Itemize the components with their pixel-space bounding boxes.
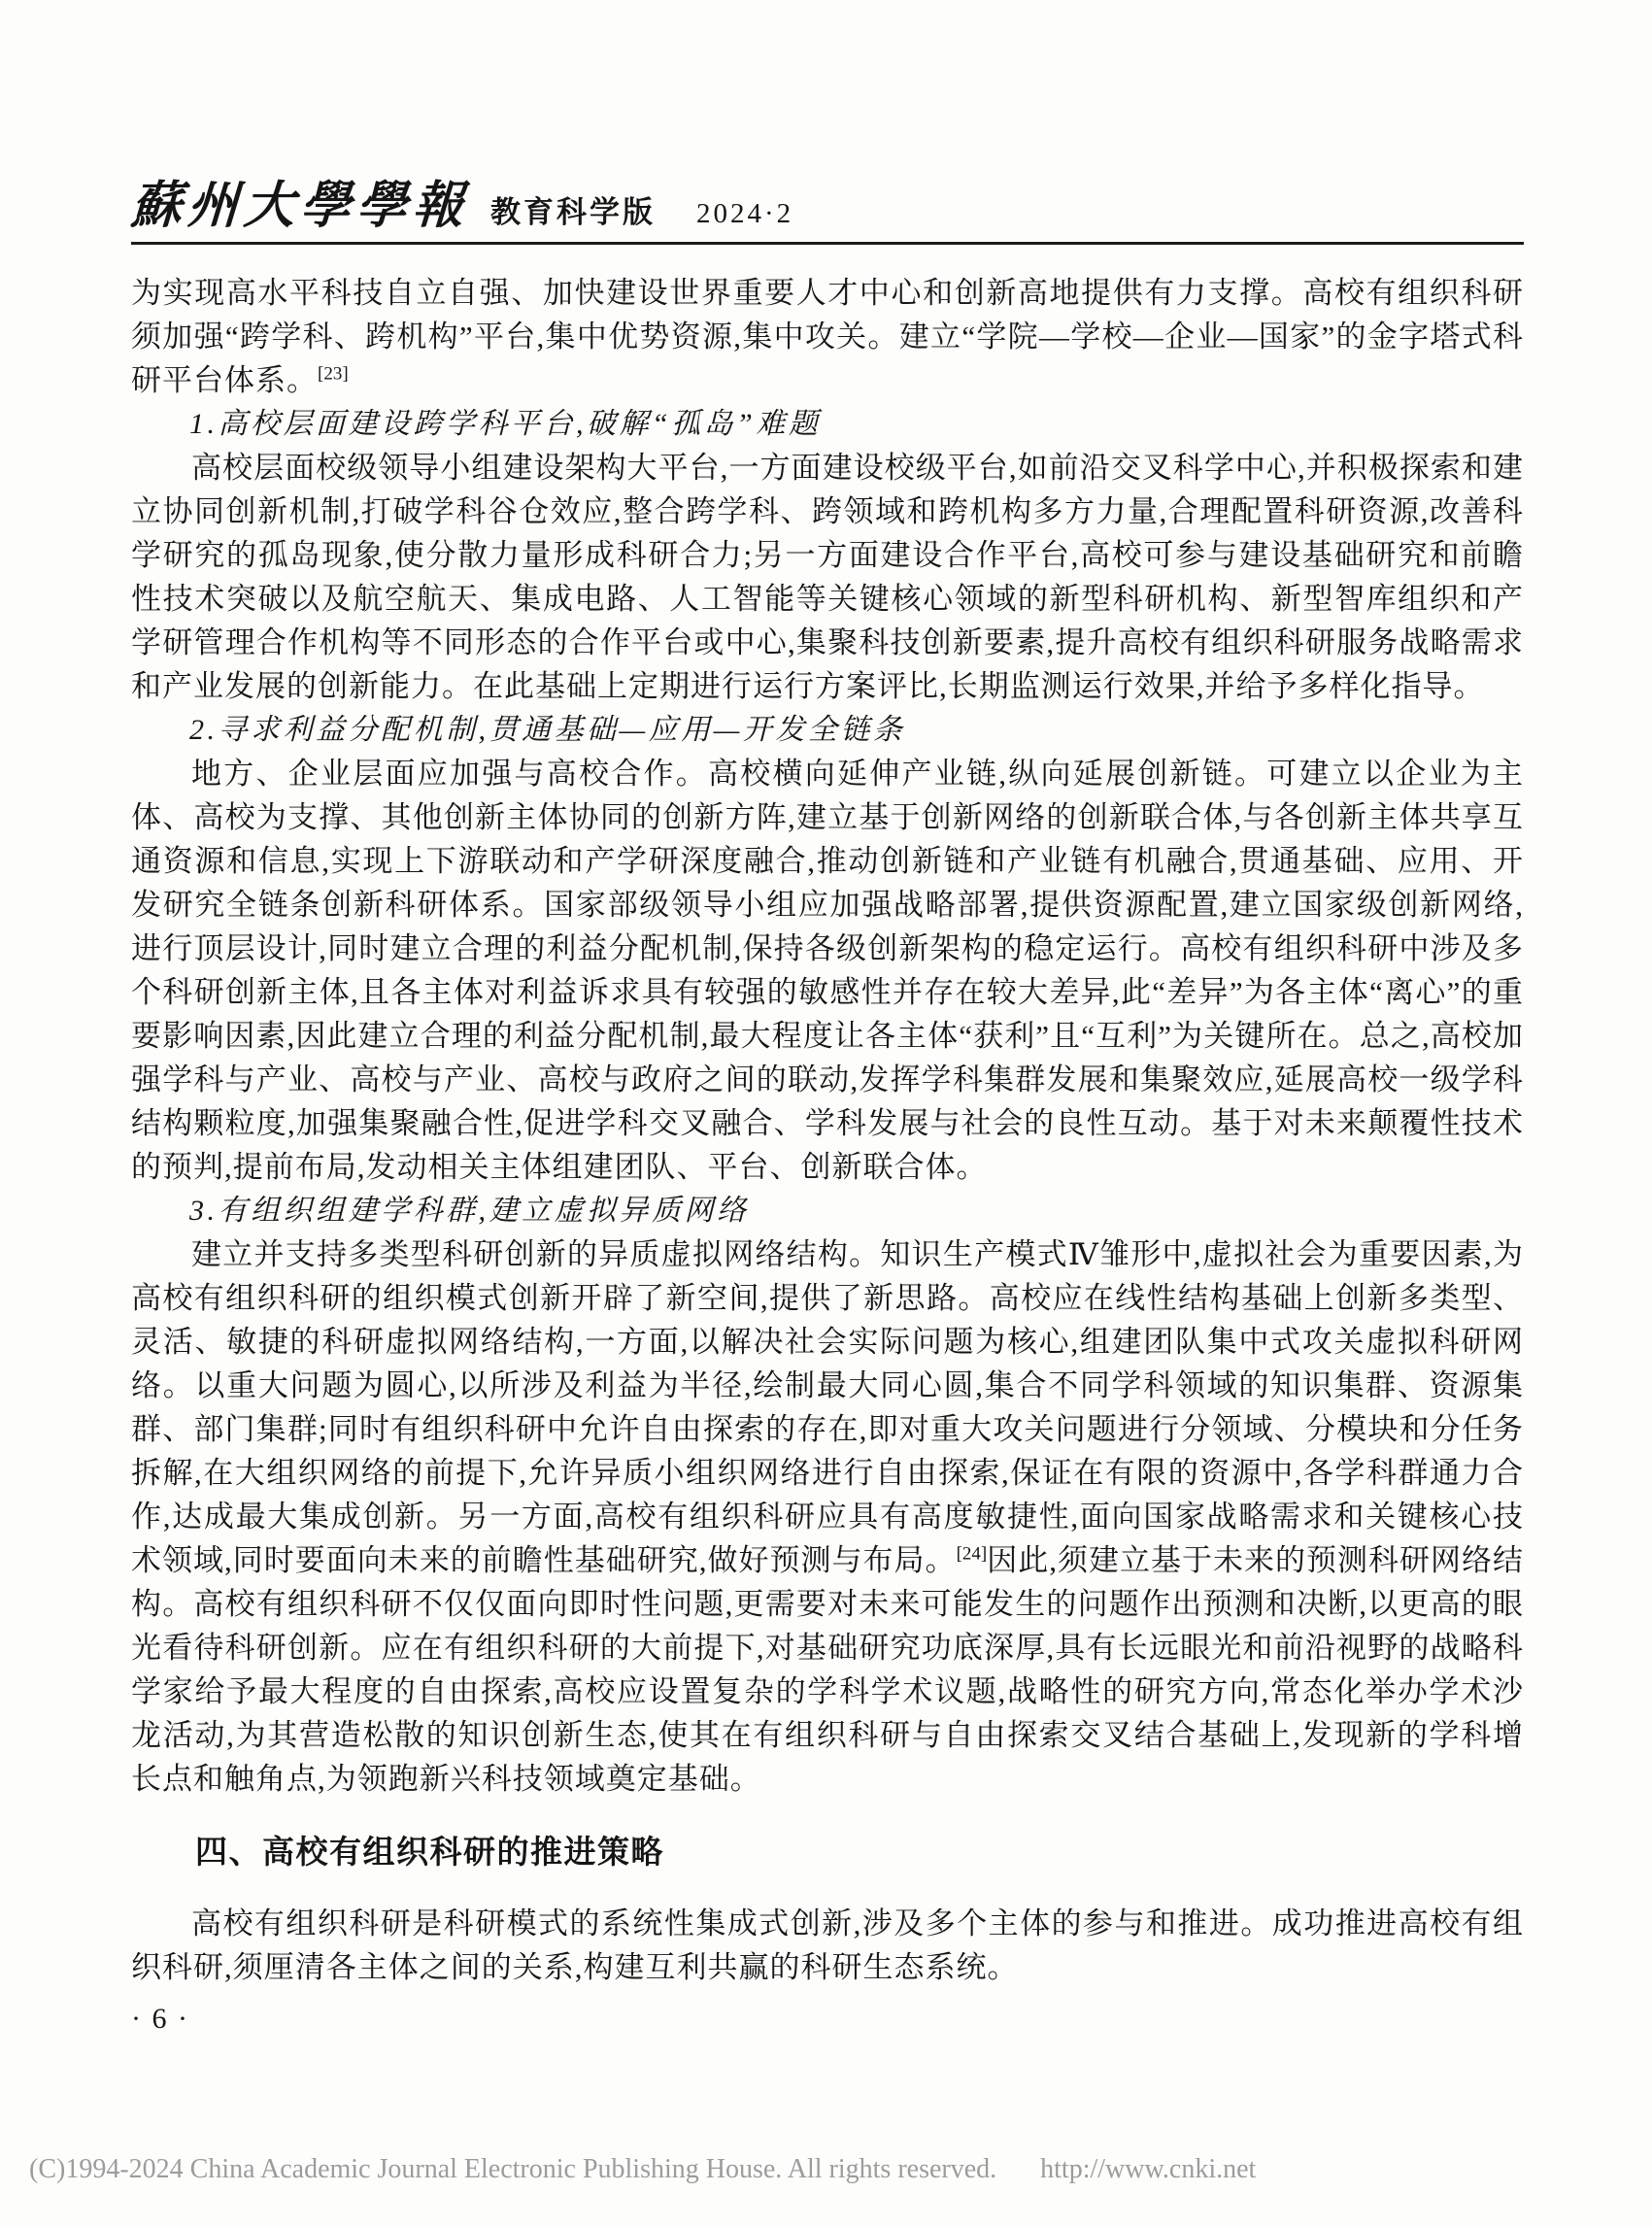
paragraph-benefit-distribution: 地方、企业层面应加强与高校合作。高校横向延伸产业链,纵向延展创新链。可建立以企业为主体、高校为支撑、其他创新主体协同的创新方阵,建立基于创新网络的创新联合体,与各创新主体共享互通资源和信息,实现上下游联动和产学研深度融合,推动创新链和产业链有机融合,贯通基础、应用、开发研究全链条创新科研体系。国家部级领导小组应加强战略部署,提供资源配置,建立国家级创新网络,进行顶层设计,同时建立合理的利益分配机制,保持各级创新架构的稳定运行。高校有组织科研中涉及多个科研创新主体,且各主体对利益诉求具有较强的敏感性并存在较大差异,此“差异”为各主体“离心”的重要影响因素,因此建立合理的利益分配机制,最大程度让各主体“获利”且“互利”为关键所在。总之,高校加强学科与产业、高校与产业、高校与政府之间的联动,发挥学科集群发展和集聚效应,延展高校一级学科结构颗粒度,加强集聚融合性,促进学科交叉融合、学科发展与社会的良性互动。基于对未来颠覆性技术的预判,提前布局,发动相关主体组建团队、平台、创新联合体。: [131, 757, 1524, 1184]
page-footer: [29, 2154, 1256, 2185]
header-divider: [131, 242, 1524, 245]
citation-ref-24: [24]: [956, 1543, 988, 1565]
article-body: [131, 271, 1524, 2036]
paragraph-strategy-intro: 高校有组织科研是科研模式的系统性集成式创新,涉及多个主体的参与和推进。成功推进高校有组织科研,须厘清各主体之间的关系,构建互利共赢的科研生态系统。: [131, 1906, 1524, 1984]
citation-ref-23: [23]: [318, 363, 349, 385]
journal-issue: 2024·2: [696, 198, 794, 229]
paragraph-platform: 高校层面校级领导小组建设架构大平台,一方面建设校级平台,如前沿交叉科学中心,并积极探索和建立协同创新机制,打破学科谷仓效应,整合跨学科、跨领域和跨机构多方力量,合理配置科研资源,改善科学研究的孤岛现象,使分散力量形成科研合力;另一方面建设合作平台,高校可参与建设基础研究和前瞻性技术突破以及航空航天、集成电路、人工智能等关键核心领域的新型科研机构、新型智库组织和产学研管理合作机构等不同形态的合作平台或中心,集聚科技创新要素,提升高校有组织科研服务战略需求和产业发展的创新能力。在此基础上定期进行运行方案评比,长期监测运行效果,并给予多样化指导。: [131, 451, 1524, 703]
subsection-heading-3: 3.有组织组建学科群,建立虚拟异质网络: [189, 1195, 750, 1227]
journal-edition: 教育科学版: [490, 195, 657, 229]
subsection-heading-2: 2.寻求利益分配机制,贯通基础—应用—开发全链条: [189, 714, 906, 746]
page-number: · 6 ·: [131, 2003, 189, 2035]
page-header: [131, 178, 1524, 245]
journal-logo: 蘇州大學學報: [129, 176, 471, 235]
subsection-heading-1: 1.高校层面建设跨学科平台,破解“孤岛”难题: [189, 408, 822, 440]
page-content: [131, 178, 1524, 2036]
paragraph-text: 建立并支持多类型科研创新的异质虚拟网络结构。知识生产模式Ⅳ雏形中,虚拟社会为重要因素,为高校有组织科研的组织模式创新开辟了新空间,提供了新思路。高校应在线性结构基础上创新多类型、灵活、敏捷的科研虚拟网络结构,一方面,以解决社会实际问题为核心,组建团队集中式攻关虚拟科研网络。以重大问题为圆心,以所涉及利益为半径,绘制最大同心圆,集合不同学科领域的知识集群、资源集群、部门集群;同时有组织科研中允许自由探索的存在,即对重大攻关问题进行分领域、分模块和分任务拆解,在大组织网络的前提下,允许异质小组织网络进行自由探索,保证在有限的资源中,各学科群通力合作,达成最大集成创新。另一方面,高校有组织科研应具有高度敏捷性,面向国家战略需求和关键核心技术领域,同时要面向未来的前瞻性基础研究,做好预测与布局。: [131, 1237, 1524, 1577]
section-heading-4: 四、高校有组织科研的推进策略: [195, 1834, 664, 1870]
paragraph-text: 因此,须建立基于未来的预测科研网络结构。高校有组织科研不仅仅面向即时性问题,更需要对未来可能发生的问题作出预测和决断,以更高的眼光看待科研创新。应在有组织科研的大前提下,对基础研究功底深厚,具有长远眼光和前沿视野的战略科学家给予最大程度的自由探索,高校应设置复杂的学科学术议题,战略性的研究方向,常态化举办学术沙龙活动,为其营造松散的知识创新生态,使其在有组织科研与自由探索交叉结合基础上,发现新的学科增长点和触角点,为领跑新兴科技领域奠定基础。: [131, 1543, 1525, 1796]
paragraph-text: 为实现高水平科技自立自强、加快建设世界重要人才中心和创新高地提供有力支撑。高校有组织科研须加强“跨学科、跨机构”平台,集中优势资源,集中攻关。建立“学院—学校—企业—国家”的金字塔式科研平台体系。: [131, 276, 1524, 397]
paragraph-virtual-network: [131, 1232, 1524, 1801]
journal-masthead: [131, 178, 1524, 234]
copyright-notice: (C)1994-2024 China Academic Journal Electronic Publishing House. All rights reserved.: [29, 2154, 997, 2184]
cnki-url: http://www.cnki.net: [1040, 2154, 1257, 2184]
paragraph-continuation: [131, 271, 1524, 402]
